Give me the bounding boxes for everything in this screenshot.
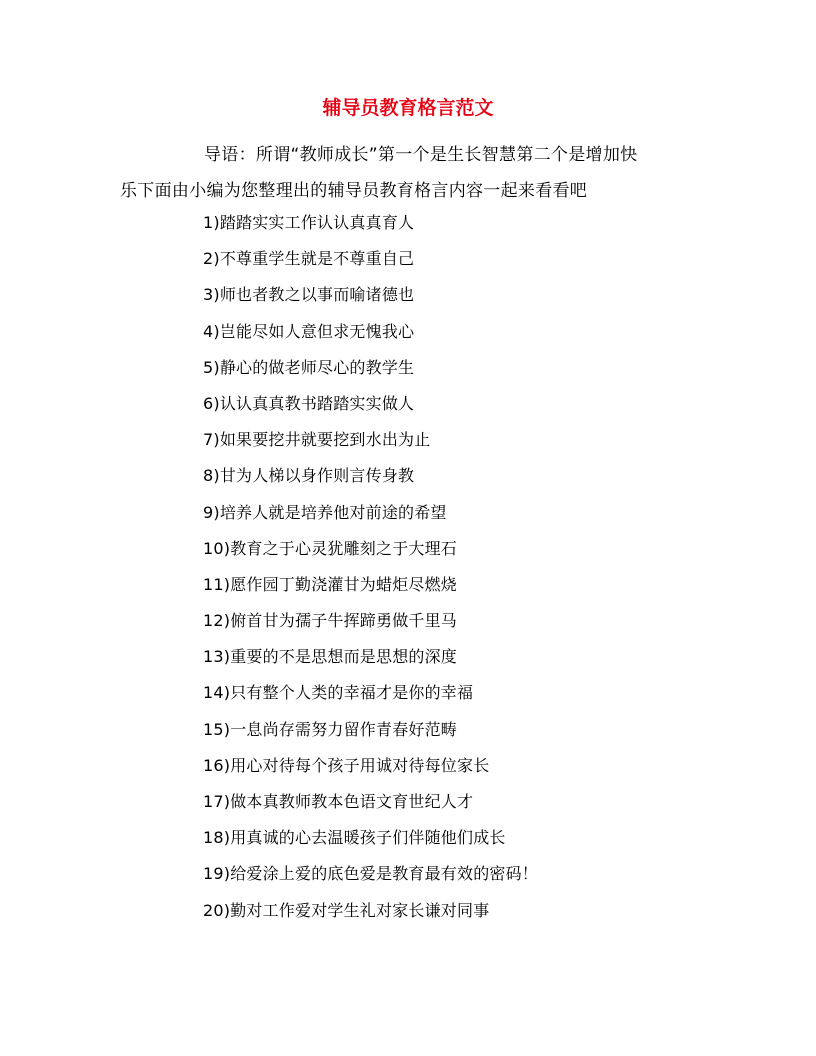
list-item: 11)愿作园丁勤浇灌甘为蜡炬尽燃烧 bbox=[203, 574, 458, 594]
intro-paragraph bbox=[120, 137, 700, 209]
list-item: 14)只有整个人类的幸福才是你的幸福 bbox=[203, 683, 474, 703]
list-item: 17)做本真教师教本色语文育世纪人才 bbox=[203, 792, 474, 811]
list-item: 10)教育之于心灵犹雕刻之于大理石 bbox=[203, 538, 458, 558]
intro-line-1: 导语：所谓“教师成长”第一个是生长智慧第二个是增加快 bbox=[204, 145, 638, 165]
list-item: 15)一息尚存需努力留作青春好范畴 bbox=[203, 719, 458, 739]
list-item: 9)培养人就是培养他对前途的希望 bbox=[203, 502, 447, 522]
list-item: 5)静心的做老师尽心的教学生 bbox=[203, 357, 415, 377]
list-item: 6)认认真真教书踏踏实实做人 bbox=[203, 393, 415, 413]
list-item: 1)踏踏实实工作认认真真育人 bbox=[203, 213, 415, 232]
list-item: 3)师也者教之以事而喻诸德也 bbox=[203, 285, 415, 305]
list-item: 7)如果要挖井就要挖到水出为止 bbox=[203, 430, 431, 450]
list-item: 2)不尊重学生就是不尊重自己 bbox=[203, 249, 415, 269]
document-title: 辅导员教育格言范文 bbox=[322, 97, 494, 119]
list-item: 18)用真诚的心去温暖孩子们伴随他们成长 bbox=[203, 828, 506, 848]
list-item: 4)岂能尽如人意但求无愧我心 bbox=[203, 321, 415, 341]
list-item: 20)勤对工作爱对学生礼对家长谦对同事 bbox=[203, 900, 490, 920]
list-item: 12)俯首甘为孺子牛挥蹄勇做千里马 bbox=[203, 611, 458, 631]
list-item: 8)甘为人梯以身作则言传身教 bbox=[203, 466, 415, 486]
list-item: 19)给爱涂上爱的底色爱是教育最有效的密码！ bbox=[203, 864, 539, 884]
list-item: 16)用心对待每个孩子用诚对待每位家长 bbox=[203, 755, 490, 775]
list-item: 13)重要的不是思想而是思想的深度 bbox=[203, 647, 458, 667]
intro-line-2: 乐下面由小编为您整理出的辅导员教育格言内容一起来看看吧 bbox=[120, 181, 588, 201]
motto-list bbox=[203, 205, 538, 929]
